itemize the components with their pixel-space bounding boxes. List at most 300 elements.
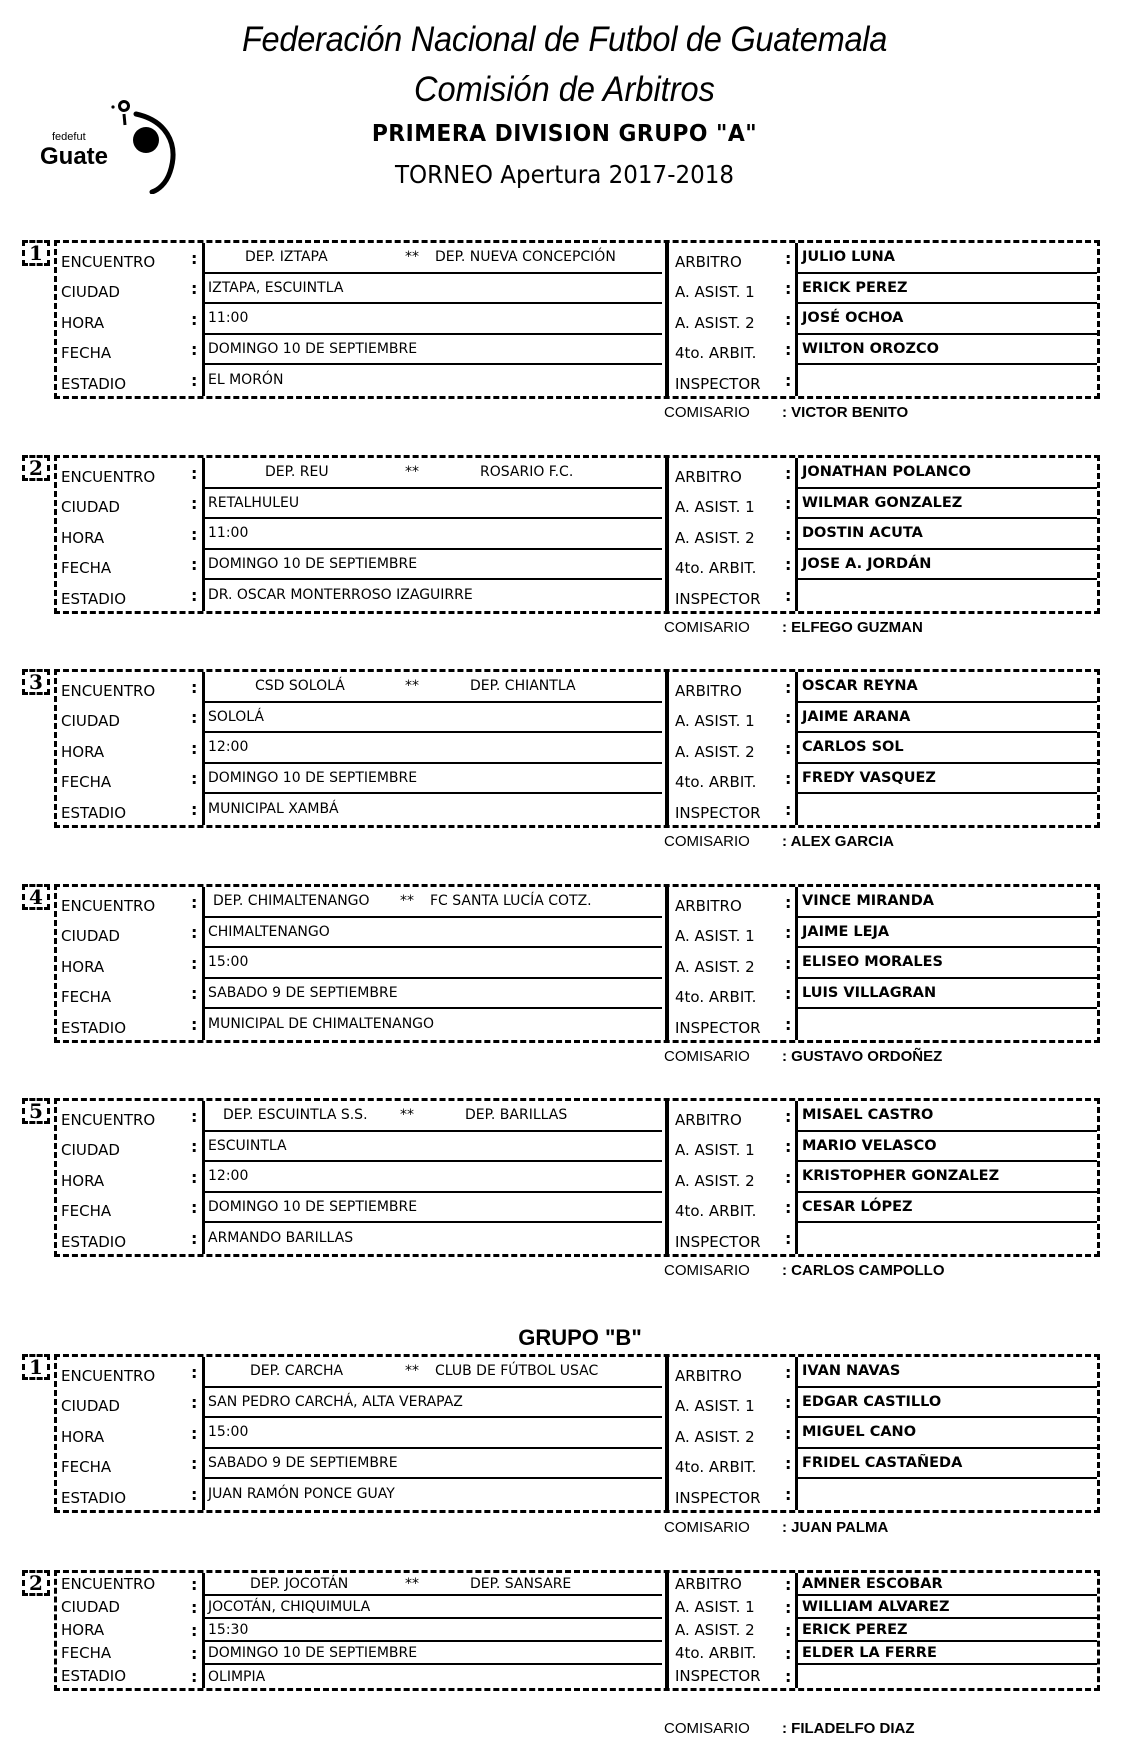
colon: : xyxy=(191,892,198,912)
away-team: DEP. SANSARE xyxy=(470,1575,572,1592)
group-b-title: GRUPO "B" xyxy=(518,1325,642,1350)
colon: : xyxy=(785,585,792,605)
colon: : xyxy=(191,1167,198,1187)
match-frame xyxy=(54,1570,1100,1691)
table-row xyxy=(57,1009,1097,1040)
label-asist1: A. ASIST. 1 xyxy=(665,918,785,949)
value-encuentro xyxy=(202,1357,662,1388)
table-row xyxy=(57,1162,1097,1193)
colon: : xyxy=(785,463,792,483)
value-asist2: JOSÉ OCHOA xyxy=(795,304,1097,335)
colon: : xyxy=(785,279,792,299)
colon: : xyxy=(785,1137,792,1157)
comisario-label: COMISARIO xyxy=(664,833,750,850)
colon: : xyxy=(785,370,792,390)
comisario-label: COMISARIO xyxy=(664,1262,750,1279)
label-encuentro: ENCUENTRO xyxy=(61,252,156,271)
table-row xyxy=(57,1223,1097,1254)
label-ciudad: CIUDAD xyxy=(61,1141,120,1159)
label-inspector: INSPECTOR xyxy=(665,1223,785,1254)
away-team: CLUB DE FÚTBOL USAC xyxy=(435,1363,599,1380)
colon: : xyxy=(191,370,198,390)
label-asist2: A. ASIST. 2 xyxy=(665,304,785,335)
colon: : xyxy=(785,1621,792,1640)
colon: : xyxy=(785,1454,792,1474)
table-row xyxy=(57,1357,1097,1388)
comisario-line xyxy=(22,619,1100,639)
value-inspector xyxy=(795,794,1097,825)
colon: : xyxy=(191,1362,198,1382)
value-cuarto: FREDY VASQUEZ xyxy=(795,764,1097,795)
match-number: 1 xyxy=(22,240,50,266)
label-asist2: A. ASIST. 2 xyxy=(665,948,785,979)
value-cuarto: JOSE A. JORDÁN xyxy=(795,550,1097,581)
comisario-label: COMISARIO xyxy=(664,1048,750,1065)
table-row xyxy=(57,365,1097,396)
comisario-line xyxy=(22,1262,1100,1282)
colon: : xyxy=(191,708,198,728)
value-hora: 15:30 xyxy=(202,1619,662,1642)
value-inspector xyxy=(795,1009,1097,1040)
value-estadio: ARMANDO BARILLAS xyxy=(202,1223,662,1254)
colon: : xyxy=(785,1198,792,1218)
versus-mark: ** xyxy=(405,464,419,481)
table-row xyxy=(57,274,1097,305)
value-arbitro: OSCAR REYNA xyxy=(795,672,1097,703)
value-inspector xyxy=(795,365,1097,396)
colon: : xyxy=(191,984,198,1004)
home-team: DEP. ESCUINTLA S.S. xyxy=(223,1107,368,1124)
value-asist2: MIGUEL CANO xyxy=(795,1418,1097,1449)
value-ciudad: SAN PEDRO CARCHÁ, ALTA VERAPAZ xyxy=(202,1388,662,1419)
table-row xyxy=(57,672,1097,703)
colon: : xyxy=(191,769,198,789)
colon: : xyxy=(191,494,198,514)
colon: : xyxy=(785,309,792,329)
value-hora: 12:00 xyxy=(202,1162,662,1193)
match-block xyxy=(22,1570,1100,1691)
versus-mark: ** xyxy=(405,678,419,695)
label-encuentro: ENCUENTRO xyxy=(61,896,156,915)
match-frame xyxy=(54,455,1100,614)
colon: : xyxy=(191,1393,198,1413)
value-encuentro xyxy=(202,887,662,918)
label-inspector: INSPECTOR xyxy=(665,1479,785,1510)
value-fecha: DOMINGO 10 DE SEPTIEMBRE xyxy=(202,764,662,795)
label-inspector: INSPECTOR xyxy=(665,1009,785,1040)
colon: : xyxy=(191,585,198,605)
label-hora: HORA xyxy=(61,313,105,332)
colon: : xyxy=(191,555,198,575)
colon: : xyxy=(785,494,792,514)
value-asist1: WILMAR GONZALEZ xyxy=(795,489,1097,520)
value-asist1: JAIME LEJA xyxy=(795,918,1097,949)
label-ciudad: CIUDAD xyxy=(61,1397,120,1415)
value-fecha: DOMINGO 10 DE SEPTIEMBRE xyxy=(202,550,662,581)
match-block xyxy=(22,884,1100,1043)
value-inspector xyxy=(795,1223,1097,1254)
value-estadio: EL MORÓN xyxy=(202,365,662,396)
comisario-line xyxy=(22,1519,1100,1539)
logo-big-text: Guate xyxy=(40,143,109,170)
value-ciudad: RETALHULEU xyxy=(202,489,662,520)
match-block xyxy=(22,455,1100,614)
colon: : xyxy=(785,738,792,758)
table-row xyxy=(57,918,1097,949)
value-arbitro: MISAEL CASTRO xyxy=(795,1101,1097,1132)
comisario-value: : VICTOR BENITO xyxy=(782,404,909,421)
value-estadio: JUAN RAMÓN PONCE GUAY xyxy=(202,1479,662,1510)
match-number: 3 xyxy=(22,669,50,695)
value-cuarto: FRIDEL CASTAÑEDA xyxy=(795,1449,1097,1480)
label-fecha: FECHA xyxy=(61,988,112,1006)
table-row xyxy=(57,550,1097,581)
label-inspector: INSPECTOR xyxy=(665,580,785,611)
label-encuentro: ENCUENTRO xyxy=(61,1110,156,1129)
match-number: 2 xyxy=(22,1570,50,1596)
label-ciudad: CIUDAD xyxy=(61,712,120,730)
commission-title: Comisión de Arbitros xyxy=(414,70,715,109)
label-fecha: FECHA xyxy=(61,1458,112,1476)
value-cuarto: CESAR LÓPEZ xyxy=(795,1193,1097,1224)
value-fecha: SABADO 9 DE SEPTIEMBRE xyxy=(202,979,662,1010)
value-hora: 12:00 xyxy=(202,733,662,764)
match-frame xyxy=(54,884,1100,1043)
colon: : xyxy=(191,923,198,943)
colon: : xyxy=(191,1575,198,1594)
colon: : xyxy=(191,1014,198,1034)
value-encuentro xyxy=(202,458,662,489)
away-team: DEP. CHIANTLA xyxy=(470,678,576,695)
away-team: DEP. NUEVA CONCEPCIÓN xyxy=(435,249,616,266)
comisario-line xyxy=(22,833,1100,853)
match-block xyxy=(22,240,1100,399)
match-frame xyxy=(54,669,1100,828)
home-team: DEP. REU xyxy=(265,464,329,481)
colon: : xyxy=(785,524,792,544)
label-inspector: INSPECTOR xyxy=(665,1665,785,1688)
value-asist2: KRISTOPHER GONZALEZ xyxy=(795,1162,1097,1193)
value-asist2: ELISEO MORALES xyxy=(795,948,1097,979)
comisario-line xyxy=(22,1720,1100,1740)
comisario-label: COMISARIO xyxy=(664,404,750,421)
value-inspector xyxy=(795,580,1097,611)
home-team: CSD SOLOLÁ xyxy=(255,678,345,695)
table-row xyxy=(57,1619,1097,1642)
colon: : xyxy=(191,248,198,268)
value-ciudad: CHIMALTENANGO xyxy=(202,918,662,949)
value-estadio: MUNICIPAL DE CHIMALTENANGO xyxy=(202,1009,662,1040)
value-cuarto: ELDER LA FERRE xyxy=(795,1642,1097,1665)
table-row xyxy=(57,519,1097,550)
federation-title: Federación Nacional de Futbol de Guatemala xyxy=(241,20,888,59)
label-ciudad: CIUDAD xyxy=(61,1598,120,1616)
label-cuarto: 4to. ARBIT. xyxy=(665,764,785,795)
table-row xyxy=(57,458,1097,489)
away-team: FC SANTA LUCÍA COTZ. xyxy=(430,893,592,910)
table-row xyxy=(57,733,1097,764)
label-asist2: A. ASIST. 2 xyxy=(665,1418,785,1449)
label-encuentro: ENCUENTRO xyxy=(61,1366,156,1385)
value-asist1: ERICK PEREZ xyxy=(795,274,1097,305)
colon: : xyxy=(191,1644,198,1663)
table-row xyxy=(57,1193,1097,1224)
table-row xyxy=(57,794,1097,825)
label-fecha: FECHA xyxy=(61,1644,112,1662)
value-encuentro xyxy=(202,672,662,703)
colon: : xyxy=(785,1014,792,1034)
value-asist1: WILLIAM ALVAREZ xyxy=(795,1596,1097,1619)
label-arbitro: ARBITRO xyxy=(665,1573,785,1596)
value-hora: 11:00 xyxy=(202,519,662,550)
division-title: PRIMERA DIVISION GRUPO "A" xyxy=(371,121,758,147)
label-estadio: ESTADIO xyxy=(61,1667,127,1685)
value-fecha: DOMINGO 10 DE SEPTIEMBRE xyxy=(202,1193,662,1224)
table-row xyxy=(57,1596,1097,1619)
label-fecha: FECHA xyxy=(61,773,112,791)
value-hora: 11:00 xyxy=(202,304,662,335)
versus-mark: ** xyxy=(400,1107,414,1124)
label-fecha: FECHA xyxy=(61,344,112,362)
colon: : xyxy=(785,677,792,697)
comisario-value: : ELFEGO GUZMAN xyxy=(782,619,923,636)
colon: : xyxy=(785,340,792,360)
colon: : xyxy=(191,738,198,758)
label-cuarto: 4to. ARBIT. xyxy=(665,550,785,581)
table-row xyxy=(57,887,1097,918)
value-fecha: DOMINGO 10 DE SEPTIEMBRE xyxy=(202,335,662,366)
versus-mark: ** xyxy=(405,1363,419,1380)
value-cuarto: LUIS VILLAGRAN xyxy=(795,979,1097,1010)
colon: : xyxy=(191,1621,198,1640)
label-estadio: ESTADIO xyxy=(61,1488,127,1507)
table-row xyxy=(57,1132,1097,1163)
home-team: DEP. CARCHA xyxy=(250,1363,344,1380)
label-estadio: ESTADIO xyxy=(61,1018,127,1037)
colon: : xyxy=(785,1598,792,1617)
logo-small-text: fedefut xyxy=(52,131,86,143)
value-arbitro: AMNER ESCOBAR xyxy=(795,1573,1097,1596)
colon: : xyxy=(785,923,792,943)
value-ciudad: JOCOTÁN, CHIQUIMULA xyxy=(202,1596,662,1619)
value-estadio: DR. OSCAR MONTERROSO IZAGUIRRE xyxy=(202,580,662,611)
value-cuarto: WILTON OROZCO xyxy=(795,335,1097,366)
label-hora: HORA xyxy=(61,1171,105,1190)
label-cuarto: 4to. ARBIT. xyxy=(665,1642,785,1665)
match-block xyxy=(22,1354,1100,1513)
table-row xyxy=(57,948,1097,979)
label-hora: HORA xyxy=(61,1427,105,1446)
label-estadio: ESTADIO xyxy=(61,374,127,393)
label-asist1: A. ASIST. 1 xyxy=(665,1596,785,1619)
label-arbitro: ARBITRO xyxy=(665,243,785,274)
value-encuentro xyxy=(202,243,662,274)
colon: : xyxy=(785,1362,792,1382)
label-hora: HORA xyxy=(61,528,105,547)
colon: : xyxy=(785,1575,792,1594)
colon: : xyxy=(785,984,792,1004)
colon: : xyxy=(191,1106,198,1126)
versus-mark: ** xyxy=(405,1575,419,1592)
label-cuarto: 4to. ARBIT. xyxy=(665,1193,785,1224)
table-row xyxy=(57,703,1097,734)
table-row xyxy=(57,1573,1097,1596)
label-hora: HORA xyxy=(61,1621,105,1639)
colon: : xyxy=(785,1106,792,1126)
colon: : xyxy=(785,1423,792,1443)
home-team: DEP. IZTAPA xyxy=(245,249,328,266)
table-row xyxy=(57,1418,1097,1449)
match-frame xyxy=(54,1354,1100,1513)
versus-mark: ** xyxy=(405,249,419,266)
value-asist2: CARLOS SOL xyxy=(795,733,1097,764)
colon: : xyxy=(191,524,198,544)
colon: : xyxy=(191,677,198,697)
label-hora: HORA xyxy=(61,957,105,976)
value-arbitro: JULIO LUNA xyxy=(795,243,1097,274)
colon: : xyxy=(785,799,792,819)
label-asist1: A. ASIST. 1 xyxy=(665,274,785,305)
label-estadio: ESTADIO xyxy=(61,803,127,822)
table-row xyxy=(57,1642,1097,1665)
colon: : xyxy=(785,953,792,973)
label-hora: HORA xyxy=(61,742,105,761)
label-estadio: ESTADIO xyxy=(61,589,127,608)
label-asist1: A. ASIST. 1 xyxy=(665,1132,785,1163)
table-row xyxy=(57,1449,1097,1480)
label-inspector: INSPECTOR xyxy=(665,794,785,825)
value-estadio: OLIMPIA xyxy=(202,1665,662,1688)
match-number: 2 xyxy=(22,455,50,481)
colon: : xyxy=(191,953,198,973)
label-asist2: A. ASIST. 2 xyxy=(665,733,785,764)
match-number: 1 xyxy=(22,1354,50,1380)
match-block xyxy=(22,669,1100,828)
tournament-title: TORNEO Apertura 2017-2018 xyxy=(394,160,735,189)
colon: : xyxy=(785,892,792,912)
comisario-line xyxy=(22,404,1100,424)
colon: : xyxy=(191,1228,198,1248)
value-asist1: MARIO VELASCO xyxy=(795,1132,1097,1163)
value-inspector xyxy=(795,1665,1097,1688)
value-arbitro: IVAN NAVAS xyxy=(795,1357,1097,1388)
value-encuentro xyxy=(202,1573,662,1596)
colon: : xyxy=(191,463,198,483)
home-team: DEP. CHIMALTENANGO xyxy=(213,893,370,910)
label-ciudad: CIUDAD xyxy=(61,283,120,301)
colon: : xyxy=(191,309,198,329)
label-cuarto: 4to. ARBIT. xyxy=(665,1449,785,1480)
comisario-value: : ALEX GARCIA xyxy=(782,833,894,850)
colon: : xyxy=(785,1667,792,1686)
versus-mark: ** xyxy=(400,893,414,910)
colon: : xyxy=(785,769,792,789)
value-asist1: JAIME ARANA xyxy=(795,703,1097,734)
comisario-value: : GUSTAVO ORDOÑEZ xyxy=(782,1048,943,1065)
label-cuarto: 4to. ARBIT. xyxy=(665,335,785,366)
match-number: 4 xyxy=(22,884,50,910)
label-arbitro: ARBITRO xyxy=(665,1101,785,1132)
value-encuentro xyxy=(202,1101,662,1132)
colon: : xyxy=(191,1198,198,1218)
label-ciudad: CIUDAD xyxy=(61,498,120,516)
label-fecha: FECHA xyxy=(61,559,112,577)
label-asist1: A. ASIST. 1 xyxy=(665,1388,785,1419)
colon: : xyxy=(785,248,792,268)
table-row xyxy=(57,1388,1097,1419)
comisario-label: COMISARIO xyxy=(664,619,750,636)
value-arbitro: JONATHAN POLANCO xyxy=(795,458,1097,489)
value-hora: 15:00 xyxy=(202,1418,662,1449)
value-arbitro: VINCE MIRANDA xyxy=(795,887,1097,918)
comisario-label: COMISARIO xyxy=(664,1720,750,1737)
match-block xyxy=(22,1098,1100,1257)
colon: : xyxy=(191,1667,198,1686)
value-asist1: EDGAR CASTILLO xyxy=(795,1388,1097,1419)
colon: : xyxy=(191,1454,198,1474)
table-row xyxy=(57,580,1097,611)
table-row xyxy=(57,764,1097,795)
table-row xyxy=(57,335,1097,366)
label-estadio: ESTADIO xyxy=(61,1232,127,1251)
label-asist2: A. ASIST. 2 xyxy=(665,519,785,550)
table-row xyxy=(57,1479,1097,1510)
away-team: ROSARIO F.C. xyxy=(480,464,574,481)
label-asist1: A. ASIST. 1 xyxy=(665,489,785,520)
table-row xyxy=(57,979,1097,1010)
label-encuentro: ENCUENTRO xyxy=(61,681,156,700)
label-inspector: INSPECTOR xyxy=(665,365,785,396)
match-frame xyxy=(54,240,1100,399)
colon: : xyxy=(191,1484,198,1504)
colon: : xyxy=(191,1598,198,1617)
match-frame xyxy=(54,1098,1100,1257)
value-hora: 15:00 xyxy=(202,948,662,979)
table-row xyxy=(57,1665,1097,1688)
comisario-value: : JUAN PALMA xyxy=(782,1519,889,1536)
colon: : xyxy=(785,1484,792,1504)
value-fecha: SABADO 9 DE SEPTIEMBRE xyxy=(202,1449,662,1480)
colon: : xyxy=(785,1228,792,1248)
label-arbitro: ARBITRO xyxy=(665,887,785,918)
value-ciudad: SOLOLÁ xyxy=(202,703,662,734)
value-ciudad: IZTAPA, ESCUINTLA xyxy=(202,274,662,305)
comisario-value: : CARLOS CAMPOLLO xyxy=(782,1262,945,1279)
label-arbitro: ARBITRO xyxy=(665,458,785,489)
colon: : xyxy=(191,799,198,819)
label-arbitro: ARBITRO xyxy=(665,672,785,703)
colon: : xyxy=(785,555,792,575)
comisario-value: : FILADELFO DIAZ xyxy=(782,1720,915,1737)
match-number: 5 xyxy=(22,1098,50,1124)
table-row xyxy=(57,489,1097,520)
label-fecha: FECHA xyxy=(61,1202,112,1220)
value-estadio: MUNICIPAL XAMBÁ xyxy=(202,794,662,825)
label-ciudad: CIUDAD xyxy=(61,927,120,945)
colon: : xyxy=(191,340,198,360)
home-team: DEP. JOCOTÁN xyxy=(250,1575,349,1592)
label-cuarto: 4to. ARBIT. xyxy=(665,979,785,1010)
label-encuentro: ENCUENTRO xyxy=(61,467,156,486)
label-encuentro: ENCUENTRO xyxy=(61,1575,156,1593)
colon: : xyxy=(191,279,198,299)
value-asist2: ERICK PEREZ xyxy=(795,1619,1097,1642)
label-asist1: A. ASIST. 1 xyxy=(665,703,785,734)
colon: : xyxy=(785,1167,792,1187)
colon: : xyxy=(191,1423,198,1443)
label-asist2: A. ASIST. 2 xyxy=(665,1619,785,1642)
table-row xyxy=(57,1101,1097,1132)
